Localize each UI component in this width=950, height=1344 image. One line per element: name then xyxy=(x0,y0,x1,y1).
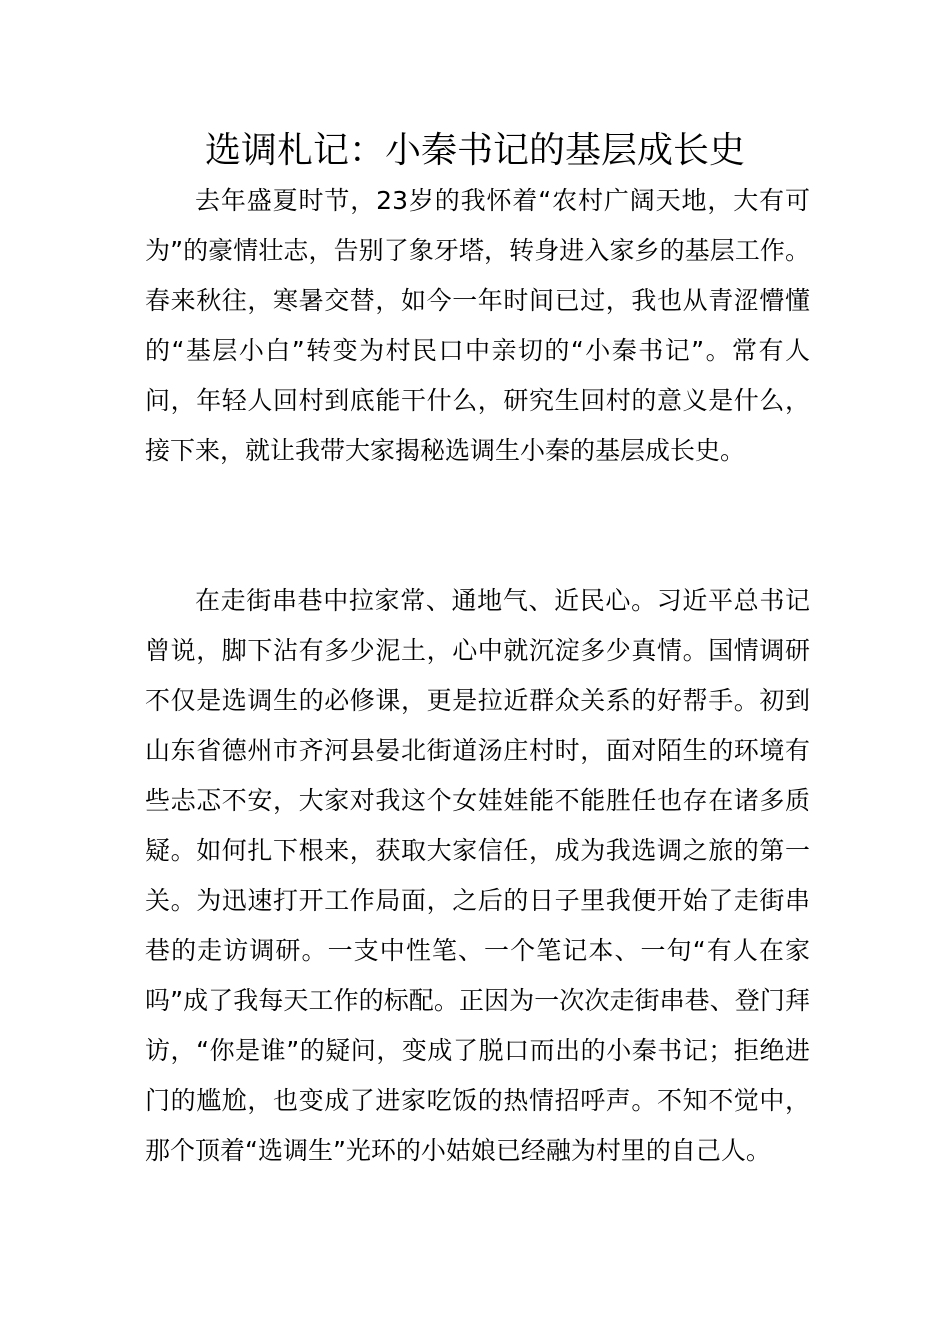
paragraph-intro: 去年盛夏时节，23岁的我怀着“农村广阔天地，大有可为”的豪情壮志，告别了象牙塔，转身进入家乡的基层工作。春来秋往，寒暑交替，如今一年时间已过，我也从青涩懵懂的“基层小白”转变为村民口中亲切的“小秦书记”。常有人问，年轻人回村到底能干什么，研究生回村的意义是什么，接下来，就让我带大家揭秘选调生小秦的基层成长史。 xyxy=(145,186,810,465)
paragraph-fieldwork: 在走街串巷中拉家常、通地气、近民心。习近平总书记曾说，脚下沾有多少泥土，心中就沉淀多少真情。国情调研不仅是选调生的必修课，更是拉近群众关系的好帮手。初到山东省德州市齐河县晏北街道汤庄村时，面对陌生的环境有些忐忑不安，大家对我这个女娃娃能不能胜任也存在诸多质疑。如何扎下根来，获取大家信任，成为我选调之旅的第一关。为迅速打开工作局面，之后的日子里我便开始了走街串巷的走访调研。一支中性笔、一个笔记本、一句“有人在家吗”成了我每天工作的标配。正因为一次次走街串巷、登门拜访，“你是谁”的疑问，变成了脱口而出的小秦书记；拒绝进门的尴尬，也变成了进家吃饭的热情招呼声。不知不觉中，那个顶着“选调生”光环的小姑娘已经融为村里的自己人。 xyxy=(145,586,810,1165)
document-title: 选调札记：小秦书记的基层成长史 xyxy=(204,130,745,171)
